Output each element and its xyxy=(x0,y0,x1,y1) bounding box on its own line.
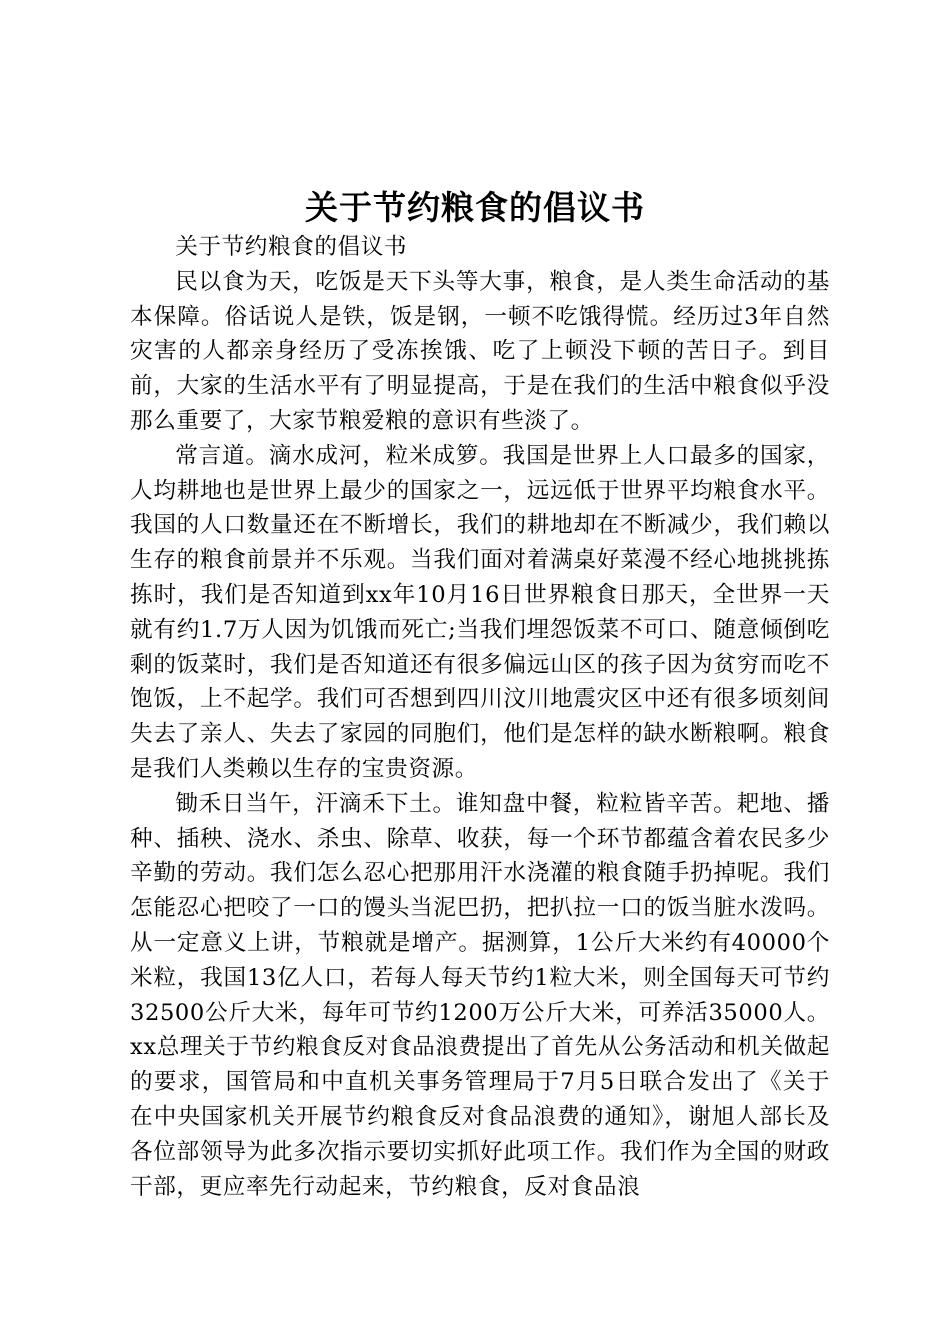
document-body xyxy=(130,230,830,1204)
body-paragraph: 常言道。滴水成河，粒米成箩。我国是世界上人口最多的国家，人均耕地也是世界上最少的国家之一，远远低于世界平均粮食水平。我国的人口数量还在不断增长，我们的耕地却在不断减少，我们赖以生存的粮食前景并不乐观。当我们面对着满桌好菜漫不经心地挑挑拣拣时，我们是否知道到xx年10月16日世界粮食日那天，全世界一天就有约1.7万人因为饥饿而死亡;当我们埋怨饭菜不可口、随意倾倒吃剩的饭菜时，我们是否知道还有很多偏远山区的孩子因为贫穷而吃不饱饭，上不起学。我们可否想到四川汶川地震灾区中还有很多顷刻间失去了亲人、失去了家园的同胞们，他们是怎样的缺水断粮啊。粮食是我们人类赖以生存的宝贵资源。 xyxy=(130,442,830,782)
body-paragraph: 锄禾日当午，汗滴禾下土。谁知盘中餐，粒粒皆辛苦。耙地、播种、插秧、浇水、杀虫、除草、收获，每一个环节都蕴含着农民多少辛勤的劳动。我们怎么忍心把那用汗水浇灌的粮食随手扔掉呢。我们怎能忍心把咬了一口的馒头当泥巴扔，把扒拉一口的饭当脏水泼吗。从一定意义上讲，节粮就是增产。据测算，1公斤大米约有40000个米粒，我国13亿人口，若每人每天节约1粒大米，则全国每天可节约32500公斤大米，每年可节约1200万公斤大米，可养活35000人。xx总理关于节约粮食反对食品浪费提出了首先从公务活动和机关做起的要求，国管局和中直机关事务管理局于7月5日联合发出了《关于在中央国家机关开展节约粮食反对食品浪费的通知》，谢旭人部长及各位部领导为此多次指示要切实抓好此项工作。我们作为全国的财政干部，更应率先行动起来，节约粮食，反对食品浪 xyxy=(130,790,830,1200)
document-title: 关于节约粮食的倡议书 xyxy=(305,188,645,227)
subtitle-paragraph: 关于节约粮食的倡议书 xyxy=(175,234,408,260)
body-paragraph: 民以食为天，吃饭是天下头等大事，粮食，是人类生命活动的基本保障。俗话说人是铁，饭是钢，一顿不吃饿得慌。经历过3年自然灾害的人都亲身经历了受冻挨饿、吃了上顿没下顿的苦日子。到目前，大家的生活水平有了明显提高，于是在我们的生活中粮食似乎没那么重要了，大家节粮爱粮的意识有些淡了。 xyxy=(130,268,830,434)
